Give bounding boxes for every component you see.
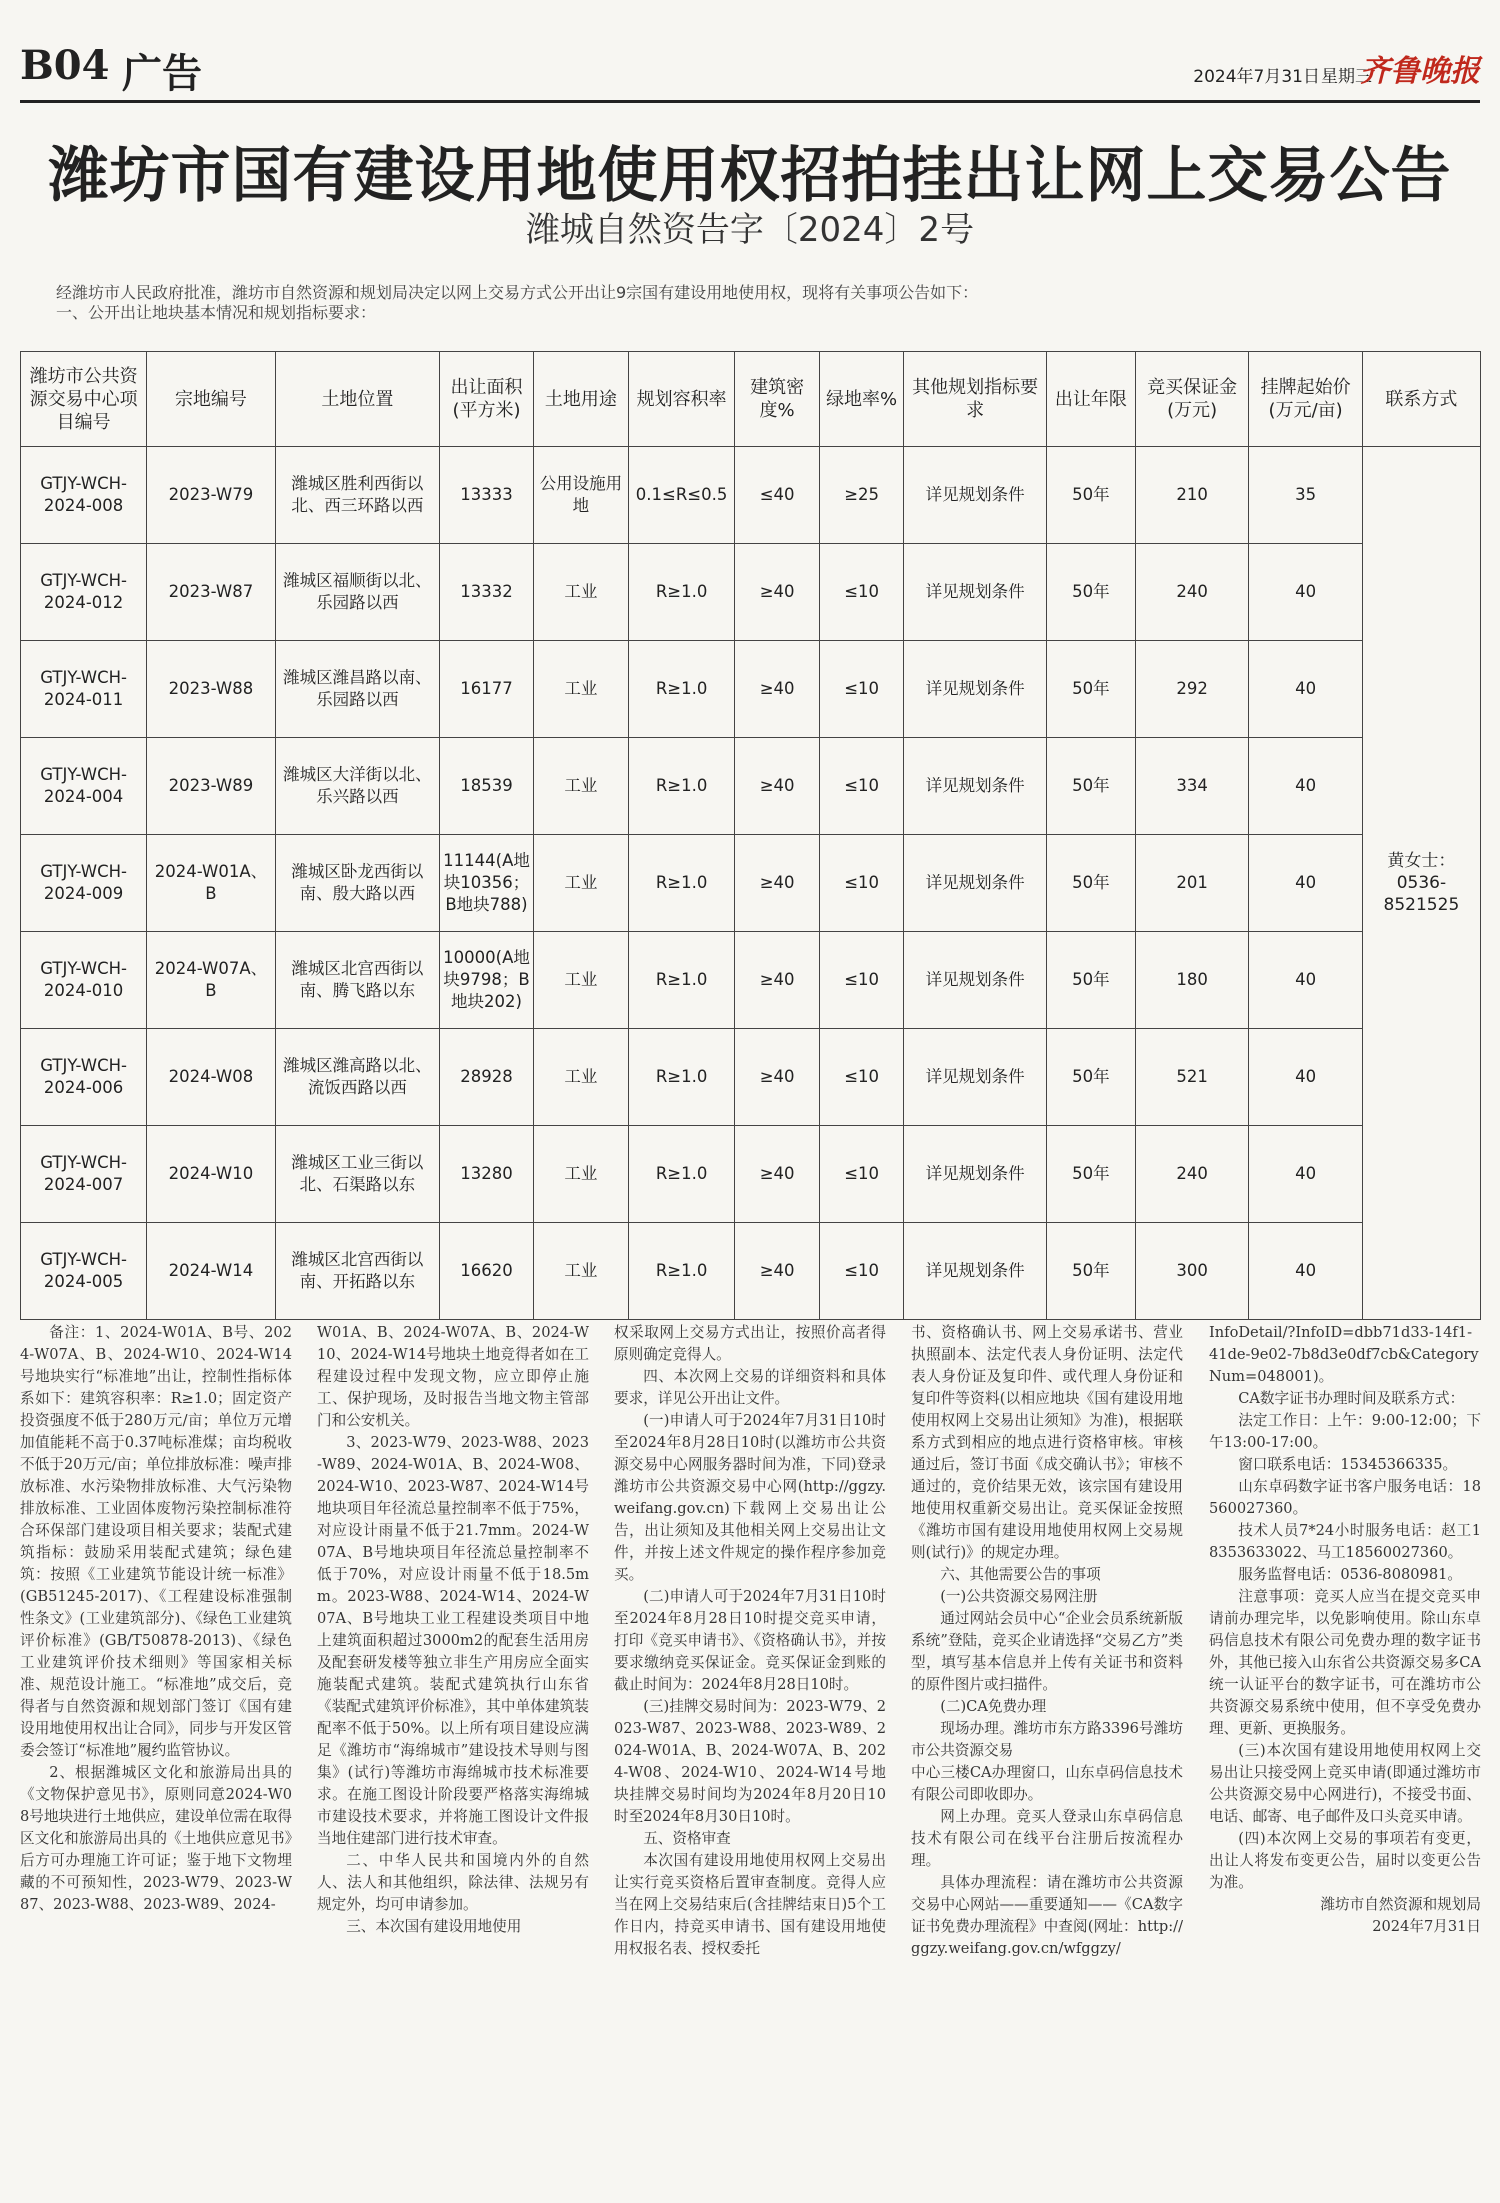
cell-land-use: 工业: [533, 641, 628, 738]
table-row: [21, 641, 1481, 738]
paragraph: 通过网站会员中心“企业会员系统新版系统”登陆，竞买企业请选择“交易乙方”类型，填写基本信息并上传有关证书和资料的原件图片或扫描件。: [911, 1610, 1183, 1693]
cell-start-price: 35: [1249, 447, 1362, 544]
announcement-body: [20, 1322, 1481, 2182]
table-row: [21, 1223, 1481, 1320]
cell-green-ratio: ≤10: [819, 1126, 904, 1223]
cell-project-id: GTJY-WCH-2024-008: [21, 447, 147, 544]
header-start-price: 挂牌起始价(万元/亩): [1249, 352, 1362, 447]
cell-land-use: 公用设施用地: [533, 447, 628, 544]
cell-term: 50年: [1046, 1126, 1135, 1223]
cell-land-use: 工业: [533, 1126, 628, 1223]
paragraph: (一)申请人可于2024年7月31日10时至2024年8月28日10时(以潍坊市公共资源交易中心网服务器时间为准，下同)登录潍坊市公共资源交易中心网(http://ggzy.weifang.gov.cn)下载网上交易出让公告，出让须知及其他相关网上交易出让文件，并按上述文件规定的操作程序参加竞买。: [614, 1412, 886, 1583]
cell-project-id: GTJY-WCH-2024-009: [21, 835, 147, 932]
header-land-use: 土地用途: [533, 352, 628, 447]
paragraph: (二)CA免费办理: [940, 1698, 1047, 1715]
cell-deposit: 210: [1135, 447, 1248, 544]
newspaper-masthead: [20, 36, 1480, 103]
cell-green-ratio: ≥25: [819, 447, 904, 544]
cell-project-id: GTJY-WCH-2024-004: [21, 738, 147, 835]
cell-land-use: 工业: [533, 544, 628, 641]
cell-parcel-id: 2023-W79: [147, 447, 276, 544]
header-building-density: 建筑密度%: [735, 352, 820, 447]
cell-land-use: 工业: [533, 1223, 628, 1320]
intro-line: 经潍坊市人民政府批准，潍坊市自然资源和规划局决定以网上交易方式公开出让9宗国有建设用地使用权，现将有关事项公告如下：: [56, 283, 979, 302]
cell-start-price: 40: [1249, 1029, 1362, 1126]
cell-term: 50年: [1046, 835, 1135, 932]
cell-location: 潍城区工业三街以北、石渠路以东: [275, 1126, 439, 1223]
cell-location: 潍城区潍昌路以南、乐园路以西: [275, 641, 439, 738]
signature-org: 潍坊市自然资源和规划局: [1320, 1896, 1481, 1913]
paragraph: CA数字证书办理时间及联系方式：: [1238, 1390, 1465, 1407]
cell-location: 潍城区北宫西街以南、开拓路以东: [275, 1223, 439, 1320]
paragraph: 具体办理流程：请在潍坊市公共资源交易中心网站——重要通知——《CA数字证书免费办理流程》中查阅(网址：http://ggzy.weifang.gov.cn/wfggzy/: [911, 1874, 1183, 1957]
paragraph: 法定工作日：上午：9:00-12:00；下午13:00-17:00。: [1209, 1412, 1481, 1451]
table-row: [21, 447, 1481, 544]
cell-location: 潍城区北宫西街以南、腾飞路以东: [275, 932, 439, 1029]
paragraph: InfoDetail/?InfoID=dbb71d33-14f1-41de-9e02-7b8d3e0df7cb&CategoryNum=048001)。: [1209, 1324, 1479, 1385]
document-number: 潍城自然资告字〔2024〕2号: [525, 210, 975, 250]
header-deposit: 竞买保证金(万元): [1135, 352, 1248, 447]
cell-term: 50年: [1046, 932, 1135, 1029]
announcement-title: 潍坊市国有建设用地使用权招拍挂出让网上交易公告: [48, 141, 1452, 211]
text-column-1: [20, 1322, 292, 2182]
cell-land-use: 工业: [533, 932, 628, 1029]
cell-project-id: GTJY-WCH-2024-006: [21, 1029, 147, 1126]
header-term: 出让年限: [1046, 352, 1135, 447]
cell-term: 50年: [1046, 1223, 1135, 1320]
paragraph: (三)本次国有建设用地使用权网上交易出让只接受网上竞买申请(即通过潍坊市公共资源交易中心网进行)，不接受书面、电话、邮寄、电子邮件及口头竞买申请。: [1209, 1742, 1481, 1825]
table-header-row: [21, 352, 1481, 447]
cell-deposit: 240: [1135, 544, 1248, 641]
paragraph: 四、本次网上交易的详细资料和具体要求，详见公开出让文件。: [614, 1368, 886, 1407]
paragraph: 网上办理。竞买人登录山东卓码信息技术有限公司在线平台注册后按流程办理。: [911, 1808, 1183, 1869]
cell-contact: 黄女士：0536-8521525: [1362, 447, 1480, 1320]
cell-start-price: 40: [1249, 932, 1362, 1029]
paragraph: 备注：1、2024-W01A、B号、2024-W07A、B、2024-W10、2024-W14号地块实行“标准地”出让，控制性指标体系如下：建筑容积率：R≥1.0；固定资产投资强度不低于280万元/亩；单位万元增加值能耗不高于0.37吨标准煤；亩均税收不低于20万元/亩；单位排放标准：噪声排放标准、水污染物排放标准、大气污染物排放标准、工业固体废物污染控制标准符合环保部门建设项目相关要求；装配式建筑指标：鼓励采用装配式建筑；绿色建筑：按照《工业建筑节能设计统一标准》(GB51245-2017)、《工程建设标准强制性条文》(工业建筑部分)、《绿色工业建筑评价标准》(GB/T50878-2013)、《绿色工业建筑评价技术细则》等国家相关标准、规范设计施工。“标准地”成交后，竞得者与自然资源和规划部门签订《国有建设用地使用权出让合同》，同步与开发区管委会签订“标准地”履约监管协议。: [20, 1324, 292, 1759]
cell-other-requirements: 详见规划条件: [904, 641, 1046, 738]
cell-green-ratio: ≤10: [819, 835, 904, 932]
table-row: [21, 835, 1481, 932]
cell-location: 潍城区福顺街以北、乐园路以西: [275, 544, 439, 641]
cell-deposit: 300: [1135, 1223, 1248, 1320]
cell-other-requirements: 详见规划条件: [904, 932, 1046, 1029]
text-column-3: [614, 1322, 886, 2182]
intro-line: 一、公开出让地块基本情况和规划指标要求：: [56, 303, 377, 322]
cell-location: 潍城区卧龙西街以南、殷大路以西: [275, 835, 439, 932]
paragraph: 六、其他需要公告的事项: [940, 1566, 1101, 1583]
paragraph: 窗口联系电话：15345366335。: [1238, 1456, 1458, 1473]
cell-plot-ratio: 0.1≤R≤0.5: [628, 447, 735, 544]
cell-land-use: 工业: [533, 835, 628, 932]
cell-land-use: 工业: [533, 1029, 628, 1126]
cell-building-density: ≤40: [735, 447, 820, 544]
header-parcel-id: 宗地编号: [147, 352, 276, 447]
paragraph: 注意事项：竞买人应当在提交竞买申请前办理完毕，以免影响使用。除山东卓码信息技术有限公司免费办理的数字证书外，其他已接入山东省公共资源交易多CA统一认证平台的数字证书，可在潍坊市公共资源交易系统中使用，但不享受免费办理、更新、更换服务。: [1209, 1588, 1481, 1737]
cell-parcel-id: 2024-W08: [147, 1029, 276, 1126]
text-column-2: [317, 1322, 589, 2182]
cell-other-requirements: 详见规划条件: [904, 1029, 1046, 1126]
newspaper-logo: 齐鲁晚报: [1360, 54, 1480, 89]
cell-term: 50年: [1046, 1029, 1135, 1126]
cell-term: 50年: [1046, 738, 1135, 835]
cell-green-ratio: ≤10: [819, 738, 904, 835]
paragraph: 五、资格审查: [643, 1830, 731, 1847]
cell-project-id: GTJY-WCH-2024-007: [21, 1126, 147, 1223]
paragraph: 权采取网上交易方式出让，按照价高者得原则确定竞得人。: [614, 1324, 886, 1363]
header-area: 出让面积(平方米): [440, 352, 534, 447]
table-row: [21, 1126, 1481, 1223]
cell-area: 13332: [440, 544, 534, 641]
cell-start-price: 40: [1249, 1223, 1362, 1320]
cell-area: 13333: [440, 447, 534, 544]
cell-deposit: 334: [1135, 738, 1248, 835]
cell-building-density: ≥40: [735, 932, 820, 1029]
header-location: 土地位置: [275, 352, 439, 447]
cell-plot-ratio: R≥1.0: [628, 1223, 735, 1320]
cell-area: 16620: [440, 1223, 534, 1320]
cell-deposit: 292: [1135, 641, 1248, 738]
cell-green-ratio: ≤10: [819, 544, 904, 641]
cell-building-density: ≥40: [735, 738, 820, 835]
intro-text: [56, 283, 978, 323]
cell-green-ratio: ≤10: [819, 1223, 904, 1320]
cell-location: 潍城区大洋街以北、乐兴路以西: [275, 738, 439, 835]
paragraph: 山东卓码数字证书客户服务电话：18560027360。: [1209, 1478, 1481, 1517]
header-other-requirements: 其他规划指标要求: [904, 352, 1046, 447]
cell-building-density: ≥40: [735, 1223, 820, 1320]
cell-area: 11144(A地块10356；B地块788): [440, 835, 534, 932]
cell-parcel-id: 2023-W88: [147, 641, 276, 738]
cell-plot-ratio: R≥1.0: [628, 1029, 735, 1126]
paragraph: 技术人员7*24小时服务电话：赵工18353633022、马工18560027360。: [1209, 1522, 1481, 1561]
cell-plot-ratio: R≥1.0: [628, 641, 735, 738]
text-column-4: [911, 1322, 1183, 2182]
paragraph: (三)挂牌交易时间为：2023-W79、2023-W87、2023-W88、2023-W89、2024-W01A、B、2024-W07A、B、2024-W08、2024-W10、2024-W14号地块挂牌交易时间均为2024年8月20日10时至2024年8月30日10时。: [614, 1698, 886, 1825]
cell-plot-ratio: R≥1.0: [628, 544, 735, 641]
cell-start-price: 40: [1249, 1126, 1362, 1223]
signature-date: 2024年7月31日: [1372, 1918, 1481, 1935]
cell-area: 18539: [440, 738, 534, 835]
cell-other-requirements: 详见规划条件: [904, 738, 1046, 835]
paragraph: (二)申请人可于2024年7月31日10时至2024年8月28日10时提交竞买申请，打印《竞买申请书》、《资格确认书》，并按要求缴纳竞买保证金。竞买保证金到账的截止时间为：2024年8月28日10时。: [614, 1588, 886, 1693]
cell-building-density: ≥40: [735, 1126, 820, 1223]
cell-building-density: ≥40: [735, 544, 820, 641]
issue-weekday: 星期三: [1321, 67, 1372, 87]
page-code: B04: [20, 42, 110, 89]
cell-parcel-id: 2024-W10: [147, 1126, 276, 1223]
table-row: [21, 544, 1481, 641]
table-row: [21, 1029, 1481, 1126]
cell-land-use: 工业: [533, 738, 628, 835]
cell-plot-ratio: R≥1.0: [628, 1126, 735, 1223]
header-green-ratio: 绿地率%: [819, 352, 904, 447]
cell-deposit: 521: [1135, 1029, 1248, 1126]
table-row: [21, 932, 1481, 1029]
cell-location: 潍城区胜利西街以北、西三环路以西: [275, 447, 439, 544]
cell-term: 50年: [1046, 544, 1135, 641]
section-name: 广告: [122, 50, 202, 97]
land-parcel-table: [20, 351, 1481, 1320]
cell-other-requirements: 详见规划条件: [904, 1126, 1046, 1223]
cell-area: 16177: [440, 641, 534, 738]
cell-project-id: GTJY-WCH-2024-012: [21, 544, 147, 641]
header-contact: 联系方式: [1362, 352, 1480, 447]
paragraph: (一)公共资源交易网注册: [940, 1588, 1098, 1605]
cell-parcel-id: 2024-W01A、B: [147, 835, 276, 932]
issue-date: 2024年7月31日: [1193, 67, 1320, 87]
cell-building-density: ≥40: [735, 641, 820, 738]
header-project-id: 潍坊市公共资源交易中心项目编号: [21, 352, 147, 447]
cell-area: 10000(A地块9798；B地块202): [440, 932, 534, 1029]
cell-term: 50年: [1046, 641, 1135, 738]
cell-parcel-id: 2023-W87: [147, 544, 276, 641]
cell-building-density: ≥40: [735, 835, 820, 932]
cell-other-requirements: 详见规划条件: [904, 1223, 1046, 1320]
table-row: [21, 738, 1481, 835]
cell-deposit: 240: [1135, 1126, 1248, 1223]
cell-project-id: GTJY-WCH-2024-010: [21, 932, 147, 1029]
cell-green-ratio: ≤10: [819, 932, 904, 1029]
paragraph: 服务监督电话：0536-8080981。: [1238, 1566, 1463, 1583]
text-column-5: [1209, 1322, 1481, 2182]
cell-project-id: GTJY-WCH-2024-011: [21, 641, 147, 738]
paragraph: 本次国有建设用地使用权网上交易出让实行竞买资格后置审查制度。竞得人应当在网上交易结束后(含挂牌结束日)5个工作日内，持竞买申请书、国有建设用地使用权报名表、授权委托: [614, 1852, 886, 1957]
paragraph: 三、本次国有建设用地使用: [346, 1918, 522, 1935]
paragraph: 现场办理。潍坊市东方路3396号潍坊市公共资源交易: [911, 1720, 1183, 1759]
cell-start-price: 40: [1249, 738, 1362, 835]
cell-deposit: 180: [1135, 932, 1248, 1029]
paragraph: (四)本次网上交易的事项若有变更，出让人将发布变更公告，届时以变更公告为准。: [1209, 1830, 1481, 1891]
cell-parcel-id: 2023-W89: [147, 738, 276, 835]
header-plot-ratio: 规划容积率: [628, 352, 735, 447]
cell-parcel-id: 2024-W14: [147, 1223, 276, 1320]
cell-building-density: ≥40: [735, 1029, 820, 1126]
paragraph: 中心三楼CA办理窗口，山东卓码信息技术有限公司即收即办。: [911, 1764, 1183, 1803]
cell-term: 50年: [1046, 447, 1135, 544]
cell-deposit: 201: [1135, 835, 1248, 932]
paragraph: 二、中华人民共和国境内外的自然人、法人和其他组织，除法律、法规另有规定外，均可申请参加。: [317, 1852, 589, 1913]
cell-plot-ratio: R≥1.0: [628, 835, 735, 932]
cell-plot-ratio: R≥1.0: [628, 932, 735, 1029]
paragraph: 2、根据潍城区文化和旅游局出具的《文物保护意见书》，原则同意2024-W08号地块进行土地供应，建设单位需在取得区文化和旅游局出具的《土地供应意见书》后方可办理施工许可证；鉴于地下文物埋藏的不可预知性，2023-W79、2023-W87、2023-W88、2023-W89、2024-: [20, 1764, 292, 1913]
cell-start-price: 40: [1249, 544, 1362, 641]
cell-other-requirements: 详见规划条件: [904, 835, 1046, 932]
cell-start-price: 40: [1249, 835, 1362, 932]
cell-plot-ratio: R≥1.0: [628, 738, 735, 835]
cell-start-price: 40: [1249, 641, 1362, 738]
cell-green-ratio: ≤10: [819, 641, 904, 738]
cell-area: 13280: [440, 1126, 534, 1223]
cell-other-requirements: 详见规划条件: [904, 447, 1046, 544]
cell-green-ratio: ≤10: [819, 1029, 904, 1126]
paragraph: 3、2023-W79、2023-W88、2023-W89、2024-W01A、B、2024-W08、2024-W10、2023-W87、2024-W14号地块项目年径流总量控制率不低于75%，对应设计雨量不低于21.7mm。2024-W07A、B号地块项目年径流总量控制率不低于70%，对应设计雨量不低于18.5mm。2023-W88、2024-W14、2024-W07A、B号地块工业工程建设类项目中地上建筑面积超过3000m2的配套生活用房及配套研发楼等独立非生产用房应全面实施装配式建筑。装配式建筑执行山东省《装配式建筑评价标准》，其中单体建筑装配率不低于50%。以上所有项目建设应满足《潍坊市“海绵城市”建设技术导则与图集》(试行)等潍坊市海绵城市技术标准要求。在施工图设计阶段要严格落实海绵城市建设技术要求，并将施工图设计文件报当地住建部门进行技术审查。: [317, 1434, 589, 1847]
cell-project-id: GTJY-WCH-2024-005: [21, 1223, 147, 1320]
cell-other-requirements: 详见规划条件: [904, 544, 1046, 641]
cell-parcel-id: 2024-W07A、B: [147, 932, 276, 1029]
paragraph: 书、资格确认书、网上交易承诺书、营业执照副本、法定代表人身份证明、法定代表人身份证及复印件、或代理人身份证和复印件等资料(以相应地块《国有建设用地使用权网上交易出让须知》为准)，根据联系方式到相应的地点进行资格审核。审核通过后，签订书面《成交确认书》；审核不通过的，竞价结果无效，该宗国有建设用地使用权重新交易出让。竞买保证金按照《潍坊市国有建设用地使用权网上交易规则(试行)》的规定办理。: [911, 1324, 1183, 1561]
cell-location: 潍城区潍高路以北、流饭西路以西: [275, 1029, 439, 1126]
paragraph: W01A、B、2024-W07A、B、2024-W10、2024-W14号地块土地竞得者如在工程建设过程中发现文物，应立即停止施工、保护现场，及时报告当地文物主管部门和公安机关。: [317, 1324, 589, 1429]
cell-area: 28928: [440, 1029, 534, 1126]
